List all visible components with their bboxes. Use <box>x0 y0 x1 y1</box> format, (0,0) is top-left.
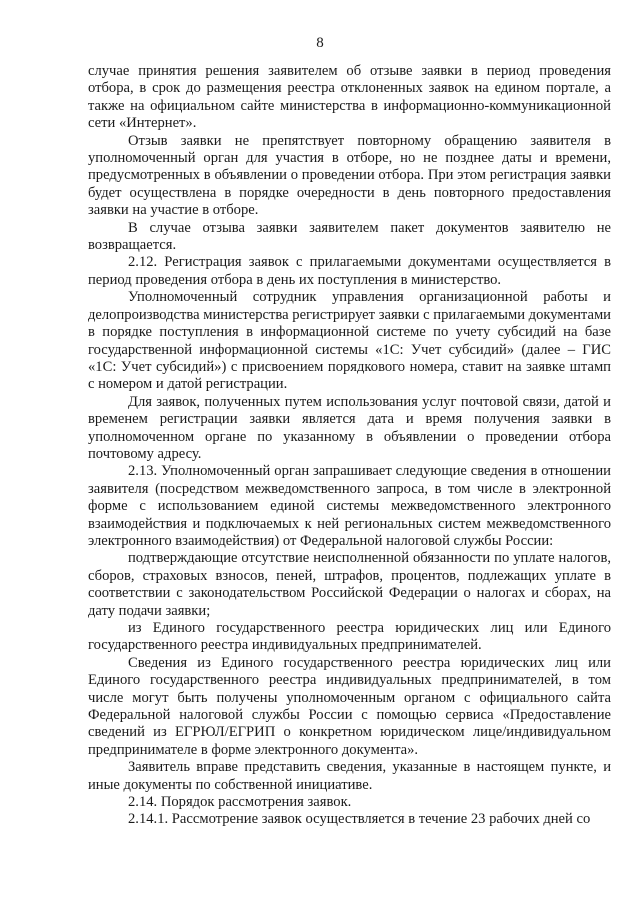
paragraph-clause-2-12: 2.12. Регистрация заявок с прилагаемыми документами осуществляется в период проведения отбора в день их поступления в министерство. <box>88 254 611 288</box>
paragraph: Заявитель вправе представить сведения, указанные в настоящем пункте, и иные документы по собственной инициативе. <box>88 759 611 793</box>
paragraph: из Единого государственного реестра юридических лиц или Единого государственного реестра индивидуальных предпринимателей. <box>88 620 611 654</box>
paragraph: Сведения из Единого государственного реестра юридических лиц или Единого государственного реестра индивидуальных предпринимателей, в том числе могут быть получены уполномоченным органом с официального сайта Федеральной налоговой службы России с помощью сервиса «Предоставление сведений из ЕГРЮЛ/ЕГРИП о конкретном юридическом лице/индивидуальном предпринимателе в форме электронного документа». <box>88 654 611 758</box>
paragraph-clause-2-14-1: 2.14.1. Рассмотрение заявок осуществляется в течение 23 рабочих дней со <box>128 811 591 828</box>
paragraph: В случае отзыва заявки заявителем пакет документов заявителю не возвращается. <box>88 219 611 254</box>
paragraph-clause-2-14: 2.14. Порядок рассмотрения заявок. <box>128 794 352 811</box>
paragraph: Уполномоченный сотрудник управления организационной работы и делопроизводства министерства регистрирует заявки с прилагаемыми документами в порядке поступления в информационной системе по учету субсидий на базе государственной информационной системы «1С: Учет субсидий» (далее – ГИС «1С: Учет субсидий») с присвоением порядкового номера, ставит на заявке штамп с номером и датой регистрации. <box>88 289 611 393</box>
page-number: 8 <box>316 35 324 51</box>
paragraph: Отзыв заявки не препятствует повторному обращению заявителя в уполномоченный орган для участия в отборе, но не позднее даты и времени, предусмотренных в объявлении о проведении отбора. При этом регистрация заявки будет осуществлена в порядке очередности в день повторного предоставления заявки на участие в отборе. <box>88 132 611 219</box>
paragraph: подтверждающие отсутствие неисполненной обязанности по уплате налогов, сборов, страховых взносов, пеней, штрафов, процентов, подлежащих уплате в соответствии с законодательством Российской Федерации о налогах и сборах, на дату подачи заявки; <box>88 550 611 619</box>
paragraph: Для заявок, полученных путем использования услуг почтовой связи, датой и временем регистрации заявки является дата и время получения заявки в уполномоченном органе по указанному в объявлении о проведении отбора почтовому адресу. <box>88 393 611 462</box>
paragraph-clause-2-13: 2.13. Уполномоченный орган запрашивает следующие сведения в отношении заявителя (посредством межведомственного запроса, в том числе в электронной форме с использованием единой системы межведомственного электронного взаимодействия и подключаемых к ней региональных систем межведомственного электронного взаимодействия) от Федеральной налоговой службы России: <box>88 463 611 549</box>
paragraph-continuation: случае принятия решения заявителем об отзыве заявки в период проведения отбора, в срок до размещения реестра отклоненных заявок на едином портале, а также на официальном сайте министерства в информационно-коммуникационной сети «Интернет». <box>88 63 611 132</box>
document-body <box>88 63 611 829</box>
